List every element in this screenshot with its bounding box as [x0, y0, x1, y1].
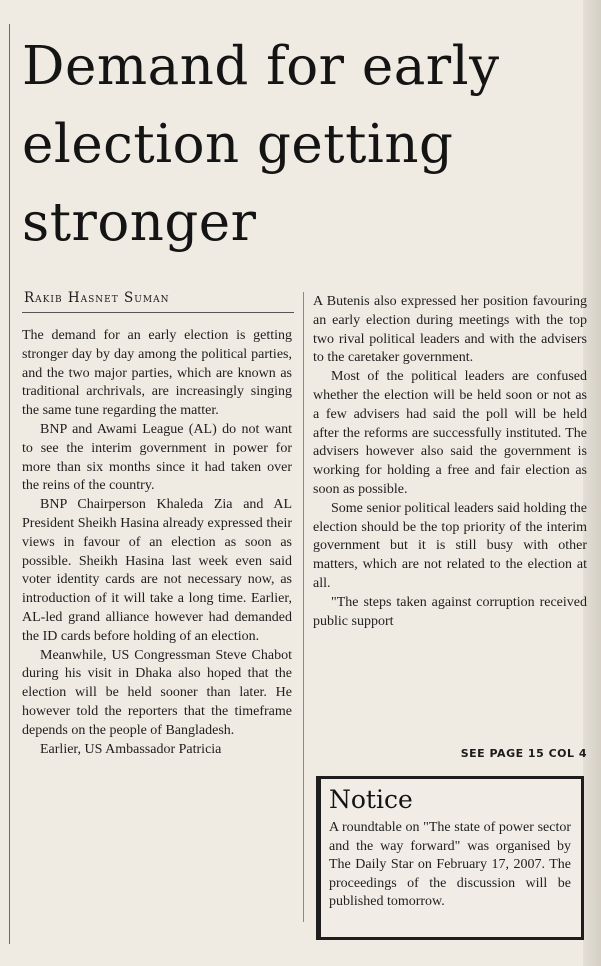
paragraph: A Butenis also expressed her position favouring an early election during meetings with the top two rival political leaders and with the advisers to the caretaker government.	[313, 294, 587, 366]
paragraph: Earlier, US Ambassador Patricia	[40, 741, 222, 757]
paragraph: Some senior political leaders said holding the election should be the top priority of the interim government but it is still busy with other matters, which are not related to the election at all.	[313, 500, 587, 591]
paragraph: BNP Chairperson Khaleda Zia and AL President Sheikh Hasina already expressed their views in favour of an election as soon as possible. Sheikh Hasina last week even said voter identity cards are not necessary now, as introduction of it will take a long time. Earlier, AL-led grand alliance however had demanded the ID cards before holding of an election.	[22, 497, 292, 644]
paragraph: Meanwhile, US Congressman Steve Chabot during his visit in Dhaka also hoped that the election will be held sooner than later. He however told the reporters that the timeframe depends on the people of Bangladesh.	[22, 647, 292, 738]
continuation-jump-line: SEE PAGE 15 COL 4	[460, 747, 587, 760]
notice-box	[316, 776, 584, 940]
byline: Rakib Hasnet Suman	[24, 290, 170, 306]
paragraph: Most of the political leaders are confused whether the election will be held soon or not as a few advisers had said the poll will be held after the reforms are successfully instituted. The advisers however also said the government is working for holding a free and fair election as soon as possible.	[313, 369, 587, 497]
left-margin-rule	[9, 24, 10, 944]
notice-title: Notice	[329, 785, 413, 814]
paragraph: "The steps taken against corruption received public support	[313, 594, 587, 629]
headline: Demand for early election getting stronger	[22, 36, 500, 253]
article-column-left	[22, 327, 292, 759]
article-column-right	[313, 293, 587, 631]
notice-body: A roundtable on "The state of power sector and the way forward" was organised by The Daily Star on February 17, 2007. The proceedings of the discussion will be published tomorrow.	[329, 820, 571, 909]
byline-rule	[22, 312, 294, 313]
column-divider	[303, 292, 304, 922]
paragraph: The demand for an early election is getting stronger day by day among the political parties, and the two major parties, which are known as traditional archrivals, are increasingly singing the same tune regarding the matter.	[22, 328, 292, 419]
paragraph: BNP and Awami League (AL) do not want to see the interim government in power for more than six months since it had taken over the reins of the country.	[22, 421, 292, 494]
